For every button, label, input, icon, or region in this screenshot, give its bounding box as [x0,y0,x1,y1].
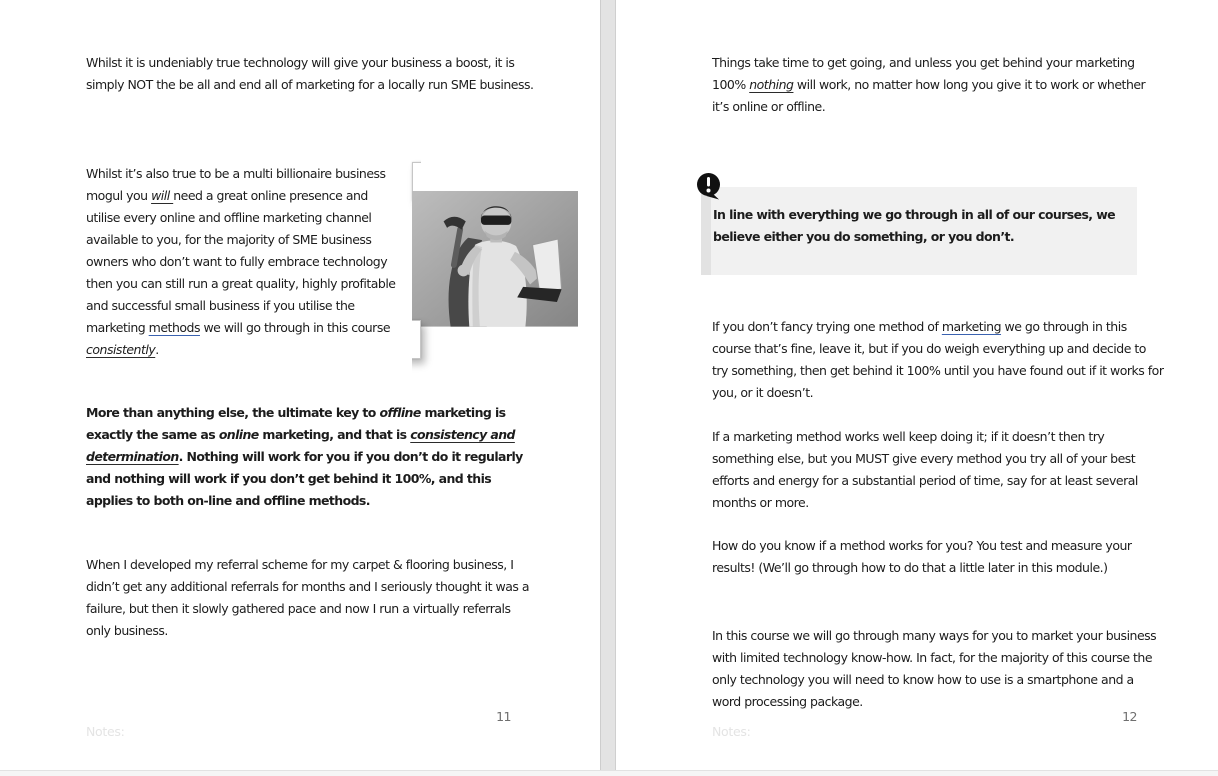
paragraph-technology-boost: Whilst it is undeniably true technology will give your business a boost, it is simply NOT the be all and end all of marketing for a locally run SME business. [86,55,534,92]
exclamation-bubble-icon [696,172,723,201]
paragraph-key-consistency: More than anything else, the ultimate key to offline marketing is exactly the same as online marketing, and that is consistency and determination. Nothing will work for you if you don’t do it regularly and nothing will work if you don’t get behind it 100%, and this applies to both on-line and offline methods. [86,405,523,508]
paragraph-keep-doing-it: If a marketing method works well keep doing it; if it doesn’t then try something else, but you MUST give every method you try all of your best efforts and energy for a substantial period of time, say for at least several months or more. [712,429,1138,510]
page-number: 11 [496,709,511,724]
paragraph-text: Whilst it’s also true to be a multi billionaire business mogul you will need a great online presence and utilise every online and offline marketing channel available to you, for the majority of SME business owners who don’t want to fully embrace technology then you can still run a great quality, highly profitable and successful small business if you utilise the marketing methods we will go through in this course consistently. [86,166,396,357]
page-number: 12 [1122,709,1137,724]
callout-box: In line with everything we go through in all of our courses, we believe either you do something, or you don’t. [711,187,1137,275]
paragraph-test-and-measure: How do you know if a method works for you? You test and measure your results! (We’ll go through how to do that a little later in this module.) [712,538,1132,575]
paragraph-things-take-time: Things take time to get going, and unless you get behind your marketing 100% nothing will work, no matter how long you give it to work or whether it’s online or offline. [712,55,1146,114]
notes-label: Notes: [712,724,751,739]
superhero-photo-image [412,191,578,327]
notes-label: Notes: [86,724,125,739]
page-divider [600,0,616,776]
paragraph-billionaire-mogul [86,163,578,361]
paragraph-course-overview: In this course we will go through many ways for you to market your business with limited technology know-how. In fact, for the majority of this course the only technology you will need to know how to use is a smartphone and a word processing package. [712,628,1157,709]
photo-float [402,163,578,339]
page-bottom-edge [0,770,1218,776]
paragraph-dont-fancy: If you don’t fancy trying one method of marketing we go through in this course that’s fine, leave it, but if you do weigh everything up and decide to try something, then get behind it 100% until you have found out if it works for you, or it doesn’t. [712,319,1164,400]
page-11 [0,0,600,770]
paragraph-referral-scheme: When I developed my referral scheme for my carpet & flooring business, I didn’t get any additional referrals for months and I seriously thought it was a failure, but then it slowly gathered pace and now I run a virtually referrals only business. [86,557,530,638]
page-12 [616,0,1218,770]
inline-link[interactable]: methods [148,320,200,335]
superhero-photo [412,162,578,359]
inline-link[interactable]: marketing [941,319,1002,334]
